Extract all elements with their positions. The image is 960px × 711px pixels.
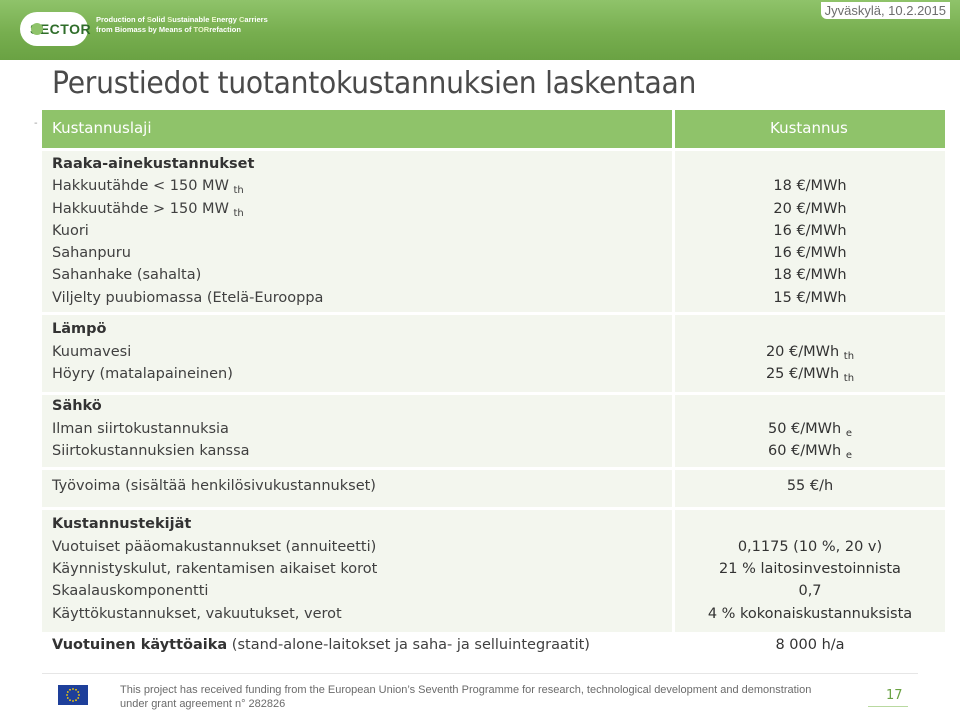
eu-stars-icon (62, 687, 84, 703)
row-label: Hakkuutähde < 150 MW (52, 178, 234, 194)
funding-notice-line1: This project has received funding from the European Union’s Seventh Programme for research, technological development and demonstration (120, 684, 812, 696)
power-block (42, 395, 672, 467)
table-row: Kuumavesi (52, 344, 132, 360)
table-row: Sahanpuru (52, 245, 131, 261)
logo-text: SECTOR (30, 21, 92, 37)
value-text: 20 €/MWh (765, 344, 840, 360)
table-cell-value (675, 344, 945, 362)
page-title: Perustiedot tuotantokustannuksien laskentaan (52, 66, 697, 101)
logo-subtitle-line2 (96, 25, 268, 35)
funding-notice (120, 683, 820, 711)
presentation-date: Jyväskylä, 10.2.2015 (821, 2, 950, 19)
table-row (52, 201, 244, 219)
table-row: Ilman siirtokustannuksia (52, 421, 229, 437)
logo-subtitle-line1 (96, 15, 268, 25)
table-row: Käynnistyskulut, rakentamisen aikaiset korot (52, 561, 378, 577)
sector-logo (20, 12, 92, 46)
power-values (675, 395, 945, 467)
heat-heading: Lämpö (52, 321, 107, 337)
table-cell-value: 16 €/MWh (773, 245, 847, 261)
column-header-cost-type (42, 110, 672, 148)
table-cell-value: 18 €/MWh (773, 178, 847, 194)
table-cell-value: 21 % laitosinvestoinnista (719, 561, 901, 577)
table-cell-value (675, 443, 945, 461)
logo-sub-part: E (211, 15, 217, 24)
column-header-label: Kustannuslaji (52, 119, 152, 137)
table-row: Työvoima (sisältää henkilösivukustannukset) (52, 478, 376, 494)
table-row (52, 637, 590, 653)
cost-factors-values (675, 510, 945, 632)
row-label-sub: th (233, 185, 244, 196)
table-row: Höyry (matalapaineinen) (52, 366, 233, 382)
column-header-cost (675, 110, 945, 148)
value-sub: e (845, 428, 852, 439)
logo-subtitle (96, 15, 268, 35)
table-cell-value: 0,1175 (10 %, 20 v) (737, 539, 883, 555)
table-row: Käyttökustannukset, vakuutukset, verot (52, 606, 342, 622)
power-heading: Sähkö (52, 398, 102, 414)
cost-factors-heading: Kustannustekijät (52, 516, 192, 532)
logo-sub-part: C (239, 15, 245, 24)
logo-sub-part: from Biomass by Means of (96, 25, 194, 34)
table-cell-value: 20 €/MWh (773, 201, 847, 217)
page-number: 17 (886, 688, 903, 703)
table-cell-value: 4 % kokonaiskustannuksista (707, 606, 913, 622)
table-row: Skaalauskomponentti (52, 583, 209, 599)
logo-sub-part: olid (151, 15, 168, 24)
logo-sub-part: TOR (193, 25, 210, 34)
labour-values (675, 470, 945, 507)
logo-sub-part: arriers (244, 15, 268, 24)
table-row: Viljelty puubiomassa (Etelä-Eurooppa (52, 290, 324, 306)
table-cell-value: 18 €/MWh (773, 267, 847, 283)
footer-divider (42, 673, 918, 674)
value-text: 60 €/MWh (768, 443, 842, 459)
operating-time-block (42, 635, 672, 657)
table-cell-value: 55 €/h (786, 478, 834, 494)
table-row: Kuori (52, 223, 89, 239)
value-sub: th (843, 373, 855, 384)
row-label-bold: Vuotuinen käyttöaika (52, 637, 228, 653)
value-sub: th (843, 351, 855, 362)
table-row (52, 178, 244, 196)
table-cell-value: 15 €/MWh (773, 290, 847, 306)
value-text: 25 €/MWh (765, 366, 840, 382)
heat-block (42, 315, 672, 392)
operating-time-values (675, 635, 945, 657)
bullet-mark: - (34, 118, 38, 129)
row-label-sub: th (233, 208, 244, 219)
raw-materials-values (675, 151, 945, 312)
logo-sub-part: Production of (96, 15, 147, 24)
eu-flag-icon (58, 685, 88, 705)
logo-sub-part: ustainable (172, 15, 212, 24)
logo-sub-part: nergy (216, 15, 239, 24)
raw-materials-heading: Raaka-ainekustannukset (52, 156, 255, 172)
funding-notice-line2: under grant agreement n° 282826 (120, 698, 286, 710)
row-label: (stand-alone-laitokset ja saha- ja selluintegraatit) (227, 637, 590, 653)
table-row: Sahanhake (sahalta) (52, 267, 202, 283)
table-cell-value: 8 000 h/a (775, 637, 845, 653)
logo-sub-part: S (146, 15, 152, 24)
row-label: Hakkuutähde > 150 MW (52, 201, 234, 217)
labour-block (42, 470, 672, 507)
table-row: Siirtokustannuksien kanssa (52, 443, 250, 459)
table-cell-value: 16 €/MWh (773, 223, 847, 239)
heat-values (675, 315, 945, 392)
logo-sub-part: S (167, 15, 173, 24)
value-sub: e (845, 450, 852, 461)
value-text: 50 €/MWh (768, 421, 842, 437)
header-bar (0, 0, 960, 60)
table-cell-value (675, 366, 945, 384)
table-cell-value (675, 421, 945, 439)
column-header-label: Kustannus (770, 119, 848, 137)
raw-materials-block (42, 151, 672, 312)
cost-factors-block (42, 510, 672, 632)
table-row: Vuotuiset pääomakustannukset (annuiteetti) (52, 539, 377, 555)
page-number-underline (868, 706, 908, 707)
table-cell-value: 0,7 (798, 583, 822, 599)
logo-sub-part: refaction (209, 25, 241, 34)
